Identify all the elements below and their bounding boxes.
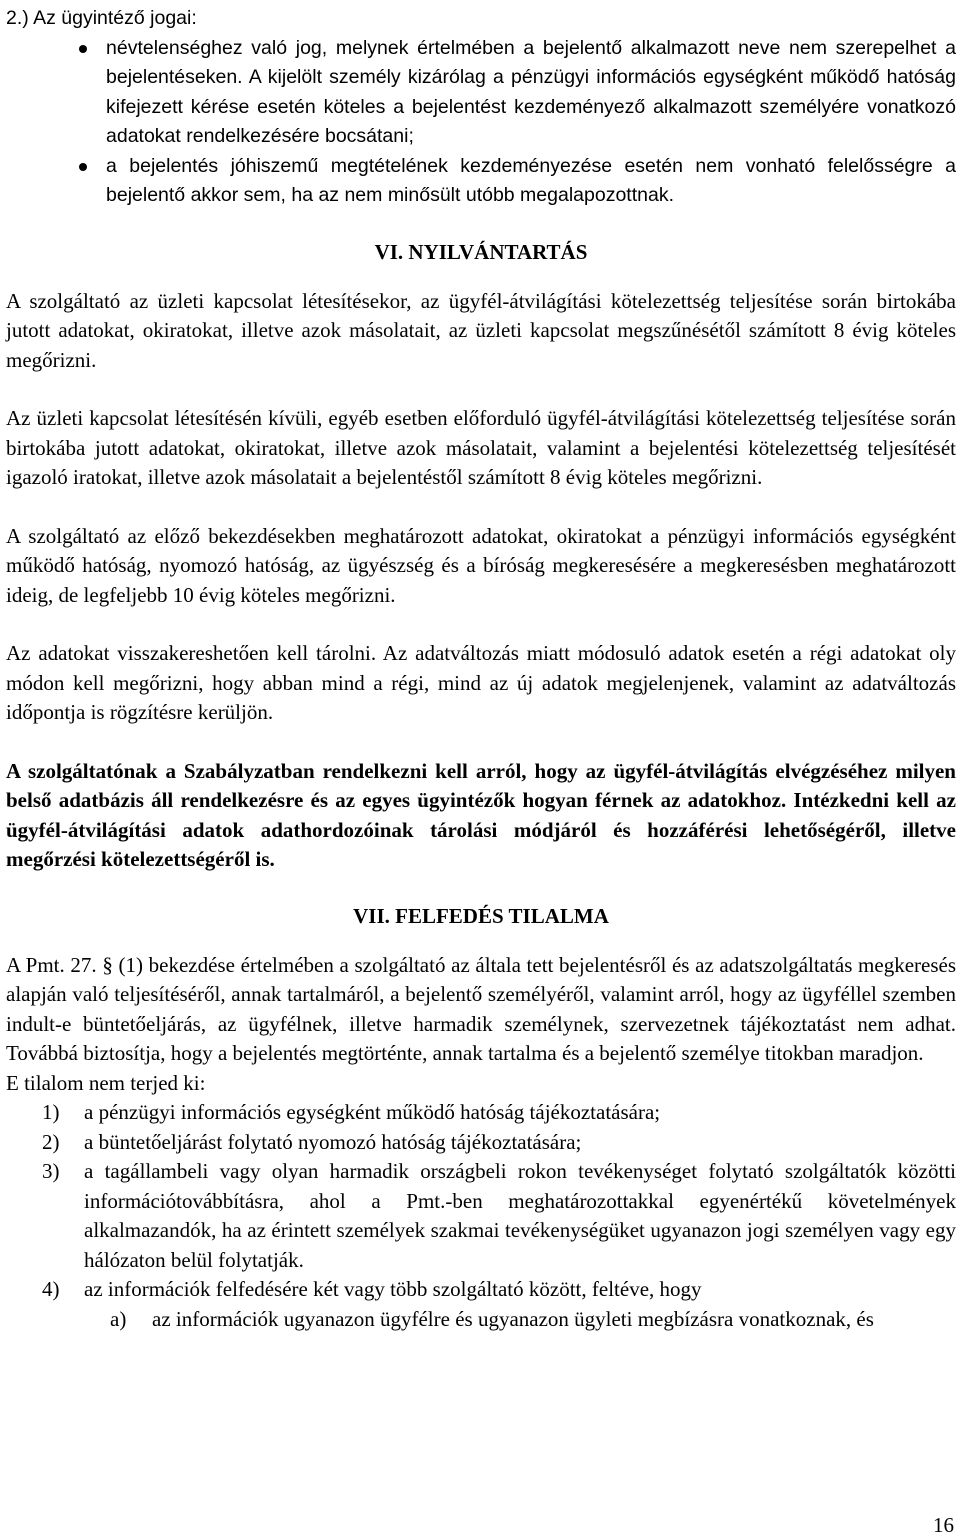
list-item-number: 2) (42, 1129, 60, 1154)
paragraph: Az üzleti kapcsolat létesítésén kívüli, egyéb esetben előforduló ügyfél-átvilágítási kötelezettség teljesítése során birtokába jutott adatokat, okiratokat, illetve azok másolatait, valamint a bejelentési kötelezettség teljesítését igazoló iratokat, illetve azok másolatait a bejelentéstől számított 8 évig köteles megőrizni. (6, 406, 956, 489)
bold-paragraph: A szolgáltatónak a Szabályzatban rendelkezni kell arról, hogy az ügyfél-átvilágítás elvégzéséhez milyen belső adatbázis áll rendelkezésre és az egyes ügyintézők hogyan férnek az adatokhoz. Intézkedni kell az ügyfél-átvilágítási adatok adathordozóinak tárolási módjáról és hozzáférési lehetőségéről, illetve megőrzési kötelezettségéről is. (6, 758, 956, 871)
section-7-heading: VII. FELFEDÉS TILALMA (353, 903, 609, 928)
paragraph: A szolgáltató az előző bekezdésekben meghatározott adatokat, okiratokat a pénzügyi információs egységként működő hatóság, nyomozó hatóság, az ügyészség és a bíróság megkeresésére a megkeresésben meghatározott ideig, de legfeljebb 10 évig köteles megőrizni. (6, 523, 956, 607)
section-2 (6, 4, 956, 211)
rights-bullet-item (6, 152, 956, 211)
list-item-text: a pénzügyi információs egységként működő hatóság tájékoztatására; (84, 1100, 661, 1124)
rights-bullet-text: a bejelentés jóhiszemű megtételének kezdeményezése esetén nem vonható felelősségre a bejelentő akkor sem, ha az nem minősült utóbb megalapozottnak. (106, 154, 956, 206)
list-item-text: a tagállambeli vagy olyan harmadik országbeli rokon tevékenységet folytató szolgáltatók közötti információtovábbításra, ahol a Pmt.-ben meghatározottakkal egyenértékű követelmények alkalmazandók, ha az érintett személyek szakmai tevékenységüket ugyanazon jogi személyen vagy egy hálózaton belül folytatják. (84, 1159, 956, 1272)
sub-list-item-text: az információk ugyanazon ügyfélre és ugyanazon ügyleti megbízásra vonatkoznak, és (152, 1306, 874, 1331)
paragraph: Az adatokat visszakereshetően kell tárolni. Az adatváltozás miatt módosuló adatok esetén a régi adatokat oly módon kell megőrizni, hogy abban mind a régi, mind az új adatok megjelenjenek, valamint az adatváltozás időpontja is rögzítésre kerüljön. (6, 641, 956, 724)
document-page (6, 4, 956, 1334)
rights-list (6, 34, 956, 211)
list-item-number: 1) (42, 1100, 60, 1124)
list-item-number: 3) (42, 1159, 60, 1183)
paragraph: A szolgáltató az üzleti kapcsolat létesítésekor, az ügyfél-átvilágítási kötelezettség teljesítése során birtokába jutott adatokat, okiratokat, illetve azok másolatait, az üzleti kapcsolat megszűnésétől számított 8 évig köteles megőrizni. (6, 288, 956, 372)
bullet-icon (79, 45, 87, 53)
list-item-number: 4) (42, 1277, 60, 1301)
paragraph: A Pmt. 27. § (1) bekezdése értelmében a szolgáltató az általa tett bejelentésről és az adatszolgáltatás megkeresés alapján való teljesítéséről, annak tartalmáról, a bejelentő személyéről, valamint arról, hogy az ügyféllel szemben indult-e büntetőeljárás, az ügyfélnek, illetve harmadik személynek, szervezetnek tájékoztatást nem adhat. Továbbá biztosítja, hogy a bejelentés megtörténte, annak tartalma és a bejelentő személye titokban maradjon. (6, 952, 956, 1065)
list-item-text: az információk felfedésére két vagy több szolgáltató között, feltéve, hogy (84, 1277, 702, 1301)
list-item-text: a büntetőeljárást folytató nyomozó hatóság tájékoztatására; (84, 1129, 582, 1154)
list-item (6, 1098, 956, 1128)
page-number: 16 (933, 1513, 954, 1537)
bullet-icon (79, 163, 87, 171)
rights-bullet-text: névtelenséghez való jog, melynek értelmében a bejelentő alkalmazott neve nem szerepelhet a bejelentéseken. A kijelölt személy kizárólag a pénzügyi információs egységként működő hatóság kifejezett kérése esetén köteles a bejelentést kezdeményező alkalmazott személyére vonatkozó adatokat rendelkezésére bocsátani; (106, 36, 956, 147)
rights-bullet-item (6, 34, 956, 152)
section-2-title: 2.) Az ügyintéző jogai: (6, 7, 197, 29)
section-6-body (6, 265, 956, 875)
section-7-body (6, 929, 956, 1335)
list-intro: E tilalom nem terjed ki: (6, 1070, 206, 1095)
list-item (6, 1275, 956, 1305)
section-6-heading: VI. NYILVÁNTARTÁS (374, 239, 588, 264)
sub-list-item (6, 1305, 956, 1335)
list-item (6, 1128, 956, 1158)
sub-list-item-letter: a) (110, 1306, 127, 1331)
list-item (6, 1157, 956, 1275)
